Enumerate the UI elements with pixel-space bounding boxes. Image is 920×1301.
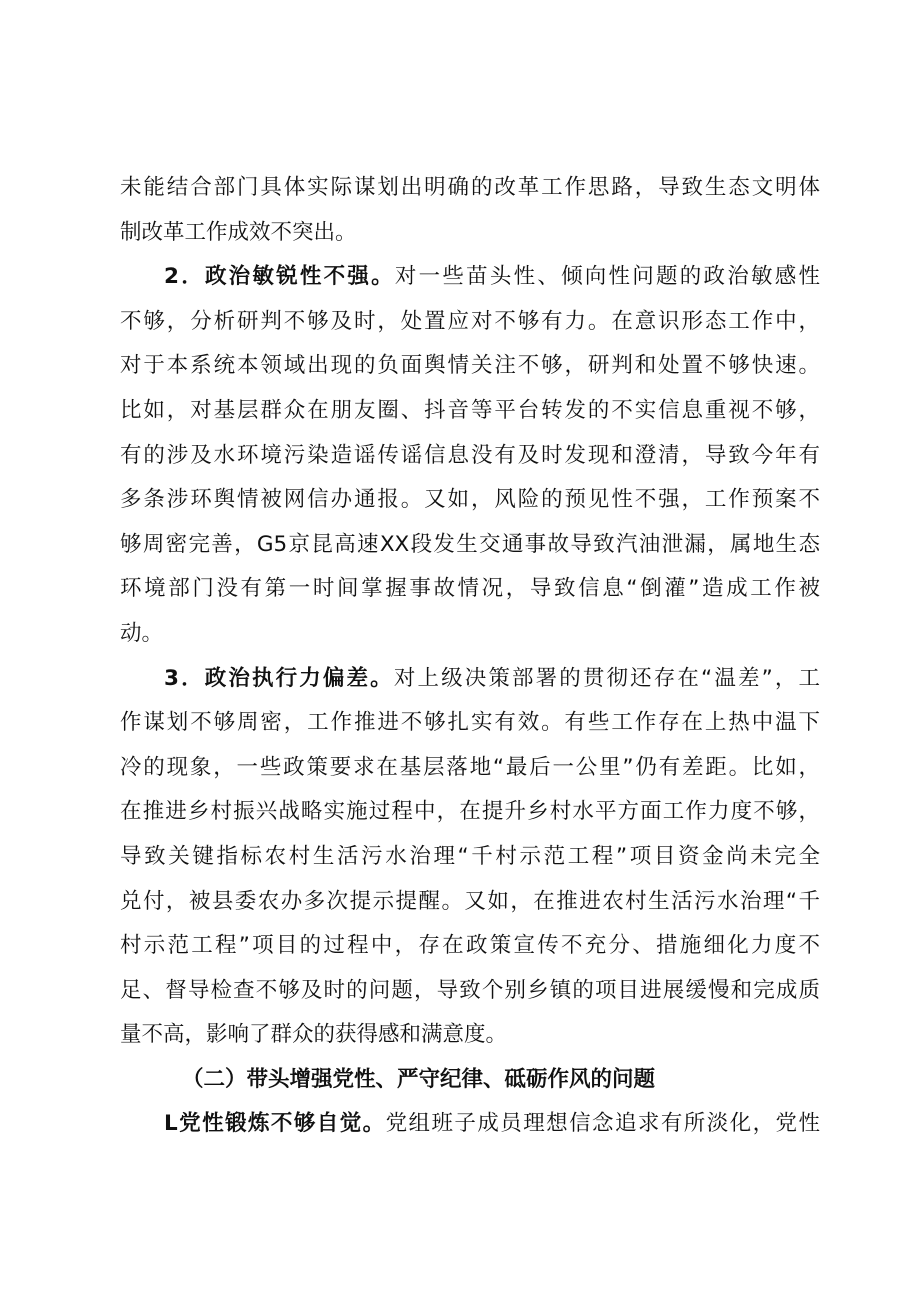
paragraph-line: 比如，对基层群众在朋友圈、抖音等平台转发的不实信息重视不够， <box>120 397 820 423</box>
paragraph-first-line <box>120 657 820 702</box>
paragraph-line: 未能结合部门具体实际谋划出明确的改革工作思路，导致生态文明体 <box>120 175 820 200</box>
paragraph-line: 村示范工程”项目的过程中，存在政策宣传不充分、措施细化力度不 <box>120 933 820 959</box>
paragraph-line: 环境部门没有第一时间掌握事故情况，导致信息“倒灌”造成工作被 <box>120 576 820 602</box>
paragraph-line: 够周密完善，G5京昆高速XX段发生交通事故导致汽油泄漏，属地生态 <box>120 531 820 557</box>
paragraph-first-line <box>120 1102 820 1147</box>
paragraph-line: 对于本系统本领域出现的负面舆情关注不够，研判和处置不够快速。 <box>120 353 820 379</box>
paragraph-line: 足、督导检查不够及时的问题，导致个别乡镇的项目进展缓慢和完成质 <box>120 977 820 1003</box>
paragraph-line: 量不高，影响了群众的获得感和满意度。 <box>120 1022 508 1048</box>
paragraph-text: 对上级决策部署的贯彻还存在“温差”，工 <box>393 665 821 691</box>
paragraph-line: 导致关键指标农村生活污水治理“千村示范工程”项目资金尚未完全 <box>120 843 820 869</box>
paragraph-text: 对一些苗头性、倾向性问题的政治敏感性 <box>394 264 820 290</box>
paragraph-line: 动。 <box>120 620 164 646</box>
section-title: （二）带头增强党性、严守纪律、砥砺作风的问题 <box>182 1066 656 1092</box>
document-body <box>120 166 820 1147</box>
paragraph-line: 作谋划不够周密，工作推进不够扎实有效。有些工作存在上热中温下 <box>120 710 820 736</box>
paragraph-line: 不够，分析研判不够及时，处置应对不够有力。在意识形态工作中， <box>120 308 820 334</box>
paragraph-line: 多条涉环舆情被网信办通报。又如，风险的预见性不强，工作预案不 <box>120 487 820 513</box>
paragraph-heading: 3．政治执行力偏差。 <box>164 665 394 691</box>
paragraph-first-line <box>120 255 820 300</box>
paragraph-line: 在推进乡村振兴战略实施过程中，在提升乡村水平方面工作力度不够， <box>120 799 820 825</box>
paragraph-line: 冷的现象，一些政策要求在基层落地“最后一公里”仍有差距。比如， <box>120 754 820 780</box>
paragraph-line: 有的涉及水环境污染造谣传谣信息没有及时发现和澄清，导致今年有 <box>120 442 820 468</box>
paragraph-heading: L党性锻炼不够自觉。 <box>164 1111 386 1137</box>
paragraph-line: 制改革工作成效不突出。 <box>120 219 357 245</box>
paragraph-line: 兑付，被县委农办多次提示提醒。又如，在推进农村生活污水治理“千 <box>120 888 820 914</box>
paragraph-heading: 2．政治敏锐性不强。 <box>164 264 395 290</box>
paragraph-text: 党组班子成员理想信念追求有所淡化，党性 <box>385 1111 820 1137</box>
